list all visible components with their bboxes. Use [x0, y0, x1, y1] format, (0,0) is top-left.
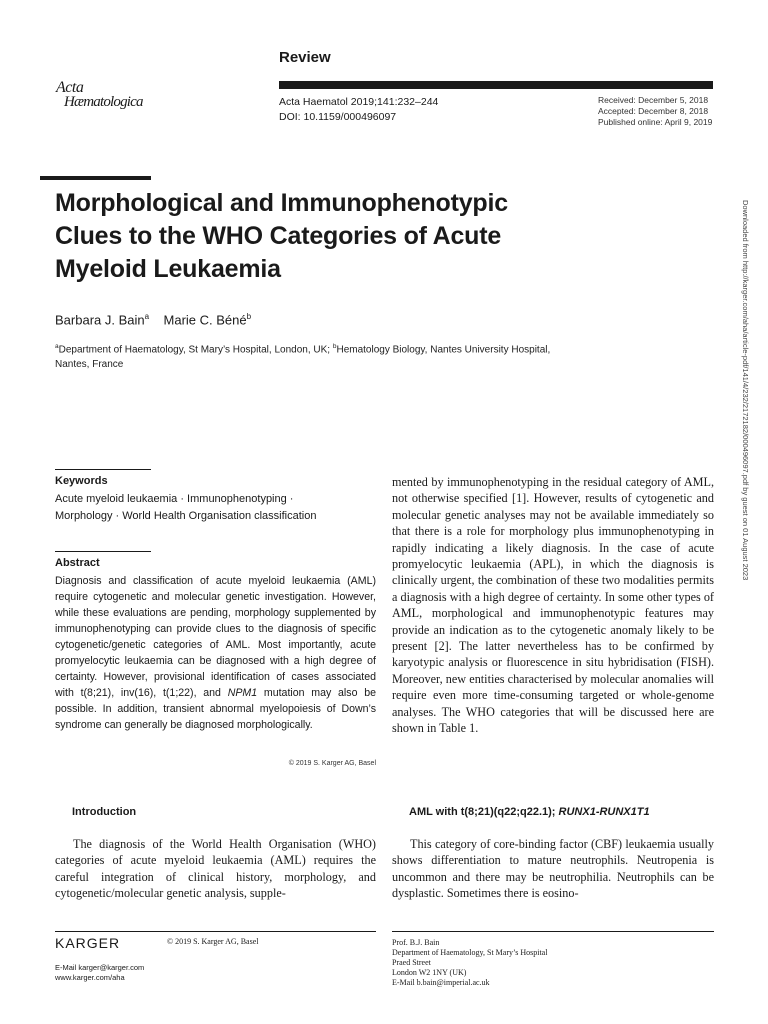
- abstract-text-part: Diagnosis and classification of acute myeloid leukaemia (AML) require cytogenetic and molecular genetic investigation. However, while these evaluations are pending, morphology supplemented by immunophenotyping can provide clues to the diagnosis of specific cytogenetic/genetic categories of AML. Most importantly, acute promyelocytic leukaemia can be diagnosed with a high degree of certainty. However, provisional identification of cases associated with t(8;21), inv(16), t(1;22), and: [55, 575, 376, 699]
- publisher-logo: KARGER: [55, 935, 121, 951]
- article-dates: [598, 95, 712, 128]
- abstract-text-part: mutation may also be possible. In addition, transient abnormal myelopoiesis of Down’s syndrome can generally be diagnosed morphologically.: [55, 687, 376, 731]
- author-name: Marie C. Béné: [163, 312, 247, 328]
- publisher-website[interactable]: www.karger.com/aha: [55, 973, 125, 982]
- section-label: Review: [279, 49, 331, 66]
- affiliation-b: Hematology Biology, Nantes University Hospital,: [336, 344, 551, 356]
- abstract-text: [55, 573, 376, 733]
- aml-section-heading: [409, 806, 650, 818]
- abstract-gene-npm1: NPM1: [227, 687, 258, 699]
- author-sup: b: [246, 312, 252, 321]
- published-date: Published online: April 9, 2019: [598, 117, 713, 127]
- publisher-contact: [55, 963, 144, 983]
- introduction-heading: Introduction: [72, 806, 137, 818]
- footer-copyright: © 2019 S. Karger AG, Basel: [167, 937, 259, 946]
- journal-logo-line1: Acta: [56, 79, 84, 96]
- keywords-line: Morphology · World Health Organisation classification: [55, 510, 317, 522]
- aml-heading-gene: RUNX1-RUNX1T1: [558, 806, 650, 818]
- correspondence-line: London W2 1NY (UK): [392, 968, 467, 977]
- footer-rule: [55, 931, 376, 932]
- correspondence-line: Praed Street: [392, 958, 431, 967]
- affiliation-a: Department of Haematology, St Mary’s Hospital, London, UK;: [58, 344, 333, 356]
- abstract-copyright: © 2019 S. Karger AG, Basel: [288, 760, 376, 767]
- affiliation-line2: Nantes, France: [55, 359, 124, 371]
- correspondence-line: Prof. B.J. Bain: [392, 938, 440, 947]
- body-text-right-column: mented by immunophenotyping in the residual category of AML, not otherwise specified [1]. However, results of cytogenetic and molecular genetic analyses may not be available immediately so that there is a role for morphology plus immunophenotyping in rapidly indicating a likely diagnosis. In the case of acute promyelocytic leukaemia (APL), in which the diagnosis is clinically urgent, the combination of these two modalities permits a diagnosis with a high degree of certainty. In some other types of AML, morphological and immunophenotypic features may provide an indication as to the cytogenetic anomaly likely to be present [2]. The latter nevertheless has to be confirmed by karyotypic analysis or fluorescence in situ hybridisation (FISH). Moreover, new entities characterised by molecular anomalies will require even more time-consuming targeted or whole-genome analyses. The WHO categories that will be discussed here are shown in Table 1.: [392, 475, 714, 736]
- affiliation-sup: a: [55, 343, 59, 350]
- title-line: Morphological and Immunophenotypic: [55, 189, 508, 217]
- title-line: Myeloid Leukaemia: [55, 255, 281, 283]
- aml-section-text: This category of core-binding factor (CBF) leukaemia usually shows differentiation to mature neutrophils. Neutropenia is uncommon and there may be neutrophilia. Neutrophils can be dysplastic. Sometimes there is eosino-: [392, 837, 714, 901]
- received-date: Received: December 5, 2018: [598, 95, 709, 105]
- doi: DOI: 10.1159/000496097: [279, 111, 397, 123]
- article-title: [55, 187, 615, 286]
- correspondence-line: Department of Haematology, St Mary’s Hospital: [392, 948, 548, 957]
- correspondence-address: [392, 938, 547, 988]
- accepted-date: Accepted: December 8, 2018: [598, 106, 709, 116]
- author-sup: a: [144, 312, 150, 321]
- affiliation-sup: b: [332, 343, 337, 350]
- footer-rule: [392, 931, 714, 932]
- keywords-heading: Keywords: [55, 475, 108, 487]
- citation: Acta Haematol 2019;141:232–244: [279, 96, 439, 108]
- keywords-text: [55, 491, 385, 525]
- title-rule: [40, 176, 151, 180]
- journal-logo-line2: Hæmatologica: [64, 94, 143, 110]
- keywords-rule: [55, 469, 151, 470]
- introduction-text: The diagnosis of the World Health Organisation (WHO) categories of acute myeloid leukaemia (AML) requires the careful integration of clinical history, morphology, and cytogenetic/molecular genetic analysis, supple-: [55, 837, 376, 901]
- download-side-note: Downloaded from http://karger.com/aha/article-pdf/141/4/232/2172182/000496097.pdf by guest on 01 August 2023: [741, 200, 750, 581]
- affiliations: [55, 339, 615, 372]
- keywords-line: Acute myeloid leukaemia · Immunophenotyping ·: [55, 493, 294, 505]
- publisher-email[interactable]: E-Mail karger@karger.com: [55, 963, 145, 972]
- aml-heading-plain: AML with t(8;21)(q22;q22.1);: [409, 806, 559, 818]
- correspondence-email[interactable]: E-Mail b.bain@imperial.ac.uk: [392, 978, 490, 987]
- abstract-heading: Abstract: [55, 557, 100, 569]
- citation-block: [279, 95, 438, 125]
- title-line: Clues to the WHO Categories of Acute: [55, 222, 502, 250]
- top-rule: [279, 81, 713, 89]
- abstract-rule: [55, 551, 151, 552]
- journal-logo: [56, 80, 143, 110]
- author-name: Barbara J. Bain: [55, 312, 145, 328]
- authors: [55, 312, 251, 327]
